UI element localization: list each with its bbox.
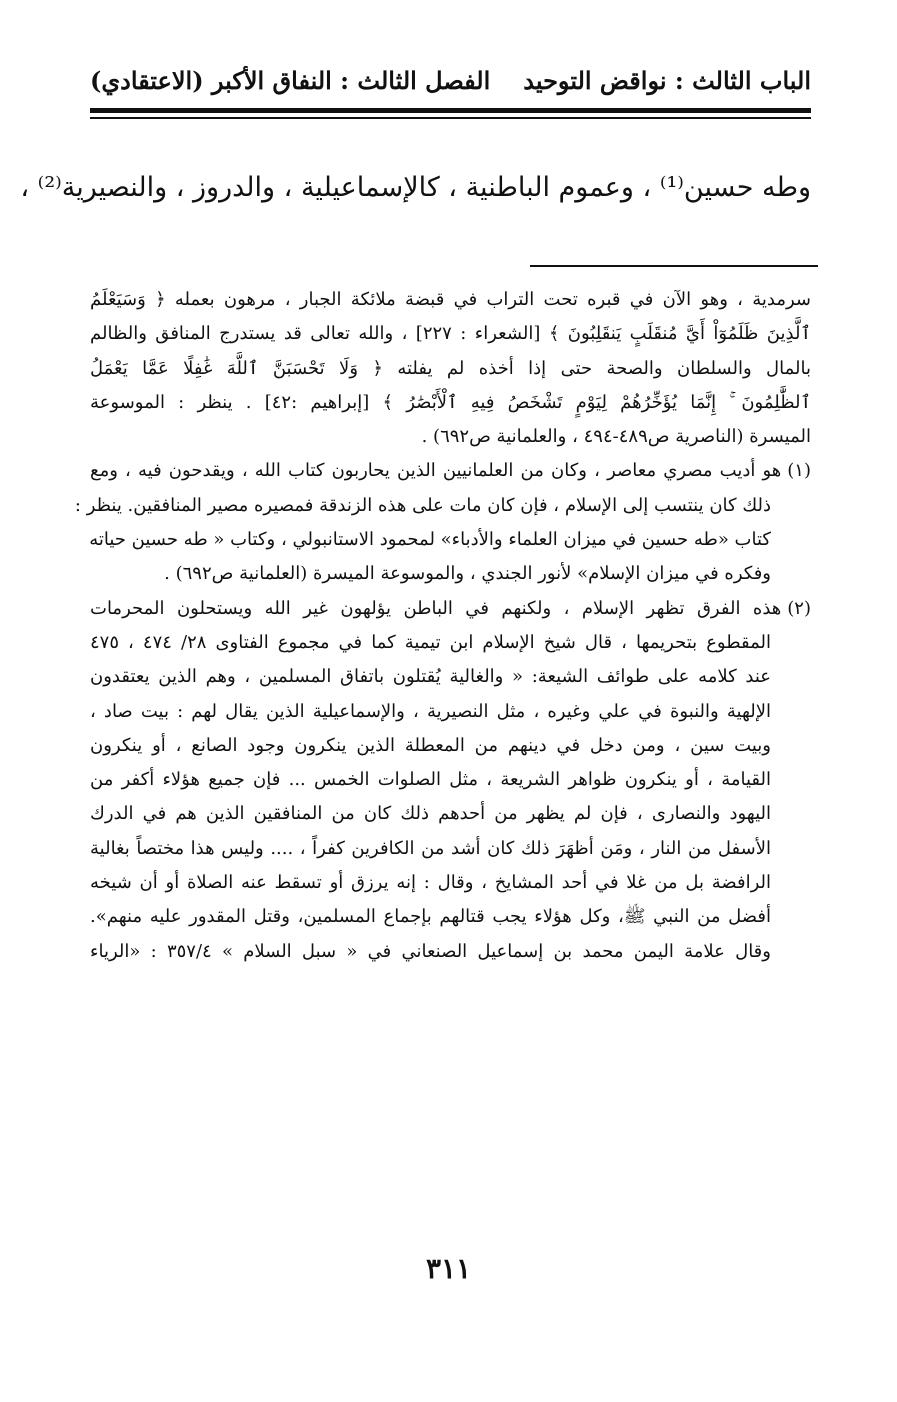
footnote-continued-line: سرمدية ، وهو الآن في قبره تحت التراب في قبضة ملائكة الجبار ، مرهون بعمله ﴿ وَسَيَعْلَمُ: [90, 289, 811, 310]
footnote-2-line: أفضل من النبي ﷺ، وكل هؤلاء يجب قتالهم بإجماع المسلمين، وقتل المقدور عليه منهم».: [90, 906, 771, 928]
footnote-2-line: عند كلامه على طوائف الشيعة: « والغالية يُقتلون باتفاق المسلمين ، وهم الذين يعتقدون: [90, 666, 771, 688]
footnote-continued-line: الميسرة (الناصرية ص٤٨٩-٤٩٤ ، والعلمانية ص٦٩٢) .: [421, 426, 811, 448]
footnote-1-line: وفكره في ميزان الإسلام» لأنور الجندي ، والموسوعة الميسرة (العلمانية ص٦٩٢) .: [164, 563, 771, 585]
footnote-2-line: الرافضة بل من غلا في أحد المشايخ ، وقال : إنه يرزق أو تسقط عنه الصلاة أو أن شيخه: [90, 872, 771, 894]
chapter-title: الباب الثالث : نواقض التوحيد: [523, 65, 811, 95]
footnote-1-line: ذلك كان ينتسب إلى الإسلام ، فإن كان مات على هذه الزندقة فمصيره مصير المنافقين. ينظر :: [74, 494, 771, 516]
footnote-2-line: الأسفل من النار ، ومَن أظهَرَ ذلك كان أشد من الكافرين كفراً ، .... وليس هذا مختصاً بغالية: [90, 837, 771, 859]
footnote-2-line: القيامة ، أو ينكرون ظواهر الشريعة ، مثل الصلوات الخمس ... فإن جميع هؤلاء أكفر من: [90, 769, 771, 791]
footnote-1-number: (١): [787, 460, 811, 482]
footnote-2-text: هذه الفرق تظهر الإسلام ، ولكنهم في الباطن يؤلهون غير الله ويستحلون المحرمات: [90, 597, 782, 619]
section-title: الفصل الثالث : النفاق الأكبر (الاعتقادي): [90, 65, 491, 95]
footnote-continued-line: ٱلَّذِينَ ظَلَمُوٓاْ أَيَّ مُنقَلَبٍ يَنقَلِبُونَ ﴾ [الشعراء : ٢٢٧] ، والله تعالى قد يستدرج المنافق والظالم: [90, 323, 811, 345]
footnote-2-line: اليهود والنصارى ، فإن لم يظهر من أحدهم ذلك كان من المنافقين الذين هم في الدرك: [90, 803, 771, 825]
footnote-2-line: وقال علامة اليمن محمد بن إسماعيل الصنعاني في « سبل السلام » ٣٥٧/٤ : «الرياء: [90, 940, 771, 962]
header-rule-thick: [90, 108, 811, 113]
main-text-line: وطه حسين⁽¹⁾ ، وعموم الباطنية ، كالإسماعيلية ، والدروز ، والنصيرية⁽²⁾ ،: [20, 172, 811, 203]
footnote-2-number: (٢): [787, 597, 811, 619]
footnotes: [74, 283, 812, 1283]
running-header: [90, 60, 811, 100]
footnote-divider: [530, 265, 818, 267]
footnote-2-line: الإلهية والنبوة في علي وغيره ، مثل النصيرية ، والإسماعيلية الذين يقال لهم : بيت صاد ،: [90, 700, 771, 722]
footnote-2-line: وبيت سين ، ومن دخل في دينهم من المعطلة الذين ينكرون وجود الصانع ، أو ينكرون: [90, 734, 771, 756]
footnote-2-line: [90, 592, 811, 626]
footnote-1-line: [90, 454, 811, 488]
footnote-1-text: هو أديب مصري معاصر ، وكان من العلمانيين الذين يحاربون كتاب الله ، ويقدحون فيه ، ومع: [90, 460, 782, 482]
footnote-continued-line: بالمال والسلطان والصحة حتى إذا أخذه لم يفلته ﴿ وَلَا تَحْسَبَنَّ ٱللَّهَ غَٰفِلًا عَمَّا يَعْمَلُ: [90, 357, 811, 379]
footnote-1-line: كتاب «طه حسين في ميزان العلماء والأدباء» لمحمود الاستانبولي ، وكتاب « طه حسين حياته: [89, 529, 771, 551]
page-number: ٣١١: [425, 1252, 472, 1285]
footnote-continued-line: ٱلظَّٰلِمُونَ ۚ إِنَّمَا يُؤَخِّرُهُمْ لِيَوْمٍ تَشْخَصُ فِيهِ ٱلْأَبْصَٰرُ ﴾ [إبراهيم :٤٢] . ينظر : الموسوعة: [90, 391, 812, 413]
header-rule-thin: [90, 117, 811, 119]
footnote-2-line: المقطوع بتحريمها ، قال شيخ الإسلام ابن تيمية كما في مجموع الفتاوى ٢٨/ ٤٧٤ ، ٤٧٥: [90, 631, 771, 653]
